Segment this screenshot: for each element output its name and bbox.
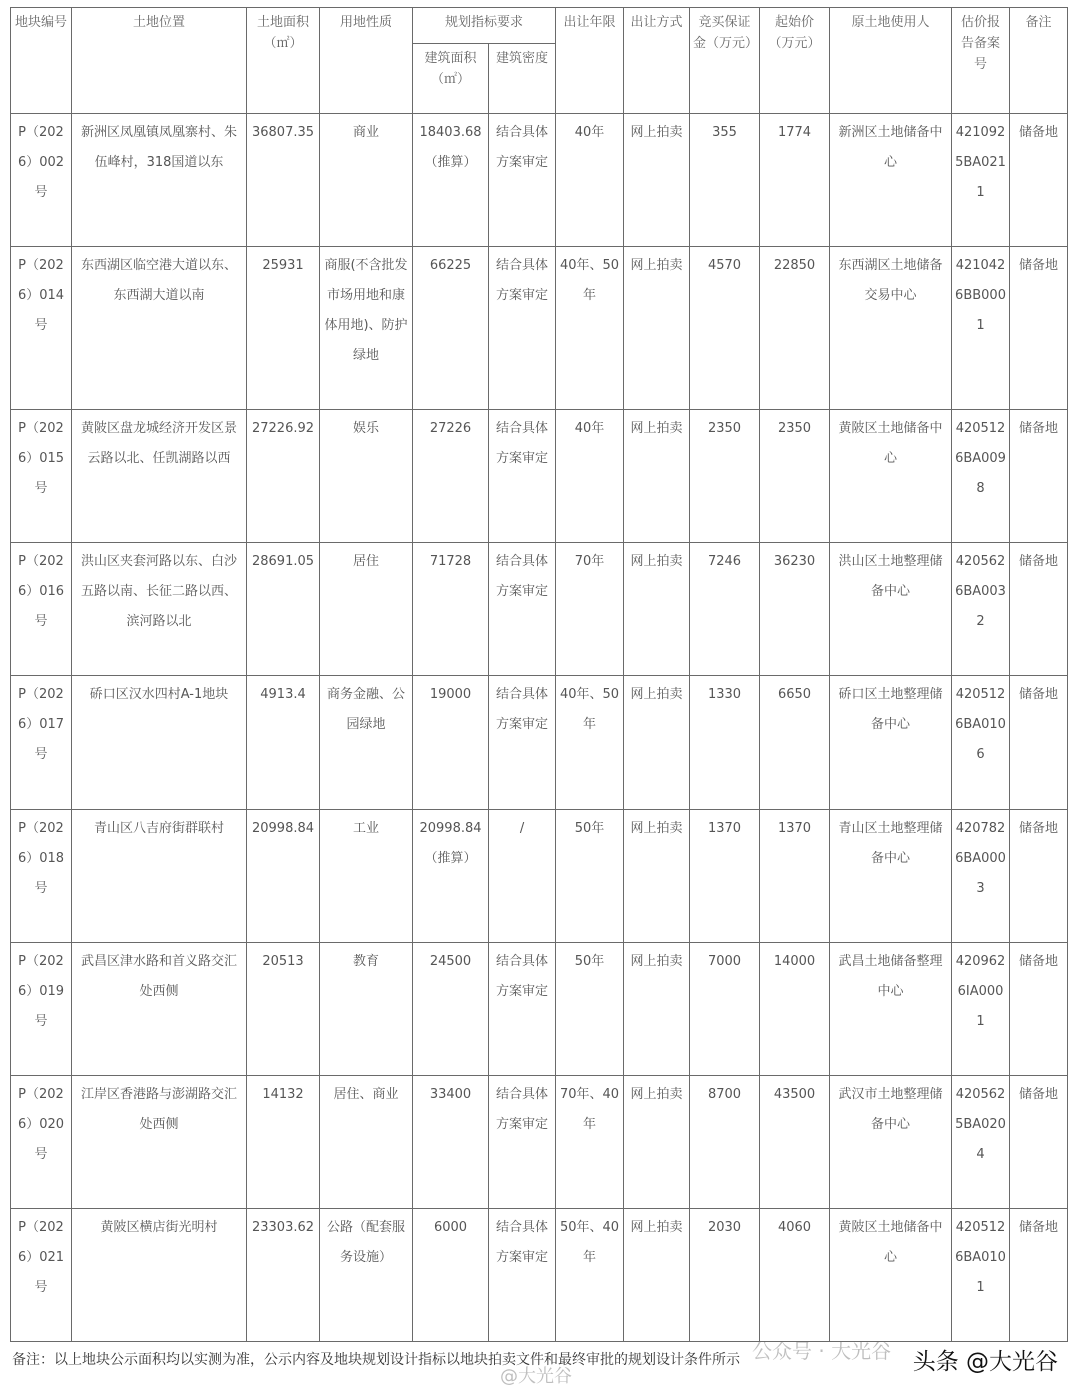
cell-density: 结合具体方案审定	[489, 410, 556, 543]
header-report: 估价报告备案号	[952, 8, 1010, 114]
cell-remark: 储备地	[1010, 247, 1068, 410]
cell-build-area: 19000	[413, 676, 489, 809]
cell-area: 4913.4	[247, 676, 320, 809]
header-density: 建筑密度	[489, 44, 556, 114]
cell-remark: 储备地	[1010, 676, 1068, 809]
cell-deposit: 2030	[690, 1208, 760, 1341]
header-planning: 规划指标要求	[413, 8, 556, 44]
cell-density: 结合具体方案审定	[489, 942, 556, 1075]
cell-use: 商务金融、公园绿地	[320, 676, 413, 809]
table-row	[11, 809, 1068, 942]
cell-build-area: 6000	[413, 1208, 489, 1341]
cell-deposit: 2350	[690, 410, 760, 543]
cell-report: 4207826BA0003	[952, 809, 1010, 942]
cell-area: 20513	[247, 942, 320, 1075]
cell-use: 工业	[320, 809, 413, 942]
cell-location: 江岸区香港路与澎湖路交汇处西侧	[72, 1075, 247, 1208]
toutiao-brand-label: 头条 @大光谷	[909, 1343, 1062, 1376]
cell-term: 50年、40年	[556, 1208, 624, 1341]
cell-remark: 储备地	[1010, 809, 1068, 942]
header-id: 地块编号	[11, 8, 72, 114]
cell-location: 新洲区凤凰镇凤凰寨村、朱伍峰村，318国道以东	[72, 114, 247, 247]
cell-deposit: 8700	[690, 1075, 760, 1208]
cell-id: P（2026）019号	[11, 942, 72, 1075]
cell-deposit: 7000	[690, 942, 760, 1075]
table-row	[11, 676, 1068, 809]
header-deposit: 竞买保证金（万元）	[690, 8, 760, 114]
cell-id: P（2026）016号	[11, 543, 72, 676]
cell-remark: 储备地	[1010, 114, 1068, 247]
table-row	[11, 942, 1068, 1075]
cell-deposit: 355	[690, 114, 760, 247]
cell-price: 1774	[760, 114, 830, 247]
cell-report: 4210925BA0211	[952, 114, 1010, 247]
wechat-watermark: 公众号 · 大光谷	[752, 1339, 892, 1363]
cell-density: 结合具体方案审定	[489, 247, 556, 410]
footnote: 备注：以上地块公示面积均以实测为准，公示内容及地块规划设计指标以地块拍卖文件和最终审批的规划设计条件所示	[12, 1352, 740, 1368]
cell-build-area: 66225	[413, 247, 489, 410]
cell-area: 20998.84	[247, 809, 320, 942]
cell-price: 22850	[760, 247, 830, 410]
cell-id: P（2026）014号	[11, 247, 72, 410]
table-row	[11, 114, 1068, 247]
cell-id: P（2026）021号	[11, 1208, 72, 1341]
cell-location: 硚口区汉水四村A-1地块	[72, 676, 247, 809]
cell-term: 50年	[556, 809, 624, 942]
cell-price: 14000	[760, 942, 830, 1075]
cell-remark: 储备地	[1010, 410, 1068, 543]
cell-build-area: 33400	[413, 1075, 489, 1208]
cell-use: 公路（配套服务设施）	[320, 1208, 413, 1341]
cell-build-area: 24500	[413, 942, 489, 1075]
table-row	[11, 410, 1068, 543]
cell-owner: 洪山区土地整理储备中心	[830, 543, 952, 676]
cell-location: 武昌区津水路和首义路交汇处西侧	[72, 942, 247, 1075]
cell-method: 网上拍卖	[624, 1208, 690, 1341]
cell-owner: 新洲区土地储备中心	[830, 114, 952, 247]
cell-method: 网上拍卖	[624, 1075, 690, 1208]
cell-remark: 储备地	[1010, 942, 1068, 1075]
cell-area: 14132	[247, 1075, 320, 1208]
land-auction-table	[10, 7, 1068, 1342]
cell-method: 网上拍卖	[624, 247, 690, 410]
cell-id: P（2026）017号	[11, 676, 72, 809]
cell-build-area: 20998.84（推算）	[413, 809, 489, 942]
cell-report: 4205625BA0204	[952, 1075, 1010, 1208]
cell-owner: 武昌土地储备整理中心	[830, 942, 952, 1075]
cell-density: 结合具体方案审定	[489, 543, 556, 676]
table-row	[11, 1208, 1068, 1341]
cell-method: 网上拍卖	[624, 543, 690, 676]
header-remark: 备注	[1010, 8, 1068, 114]
header-owner: 原土地使用人	[830, 8, 952, 114]
cell-deposit: 1370	[690, 809, 760, 942]
cell-report: 4205626BA0032	[952, 543, 1010, 676]
cell-owner: 东西湖区土地储备交易中心	[830, 247, 952, 410]
cell-owner: 黄陂区土地储备中心	[830, 1208, 952, 1341]
cell-report: 4209626IA0001	[952, 942, 1010, 1075]
cell-use: 教育	[320, 942, 413, 1075]
cell-price: 2350	[760, 410, 830, 543]
cell-id: P（2026）020号	[11, 1075, 72, 1208]
cell-owner: 武汉市土地整理储备中心	[830, 1075, 952, 1208]
cell-owner: 青山区土地整理储备中心	[830, 809, 952, 942]
cell-deposit: 1330	[690, 676, 760, 809]
cell-term: 40年	[556, 114, 624, 247]
cell-area: 27226.92	[247, 410, 320, 543]
cell-term: 70年	[556, 543, 624, 676]
header-build-area: 建筑面积（㎡）	[413, 44, 489, 114]
cell-term: 40年、50年	[556, 676, 624, 809]
cell-method: 网上拍卖	[624, 942, 690, 1075]
cell-report: 4205126BA0101	[952, 1208, 1010, 1341]
cell-term: 50年	[556, 942, 624, 1075]
cell-price: 1370	[760, 809, 830, 942]
cell-term: 70年、40年	[556, 1075, 624, 1208]
cell-use: 商服(不含批发市场用地和康体用地)、防护绿地	[320, 247, 413, 410]
cell-location: 青山区八吉府街群联村	[72, 809, 247, 942]
cell-method: 网上拍卖	[624, 809, 690, 942]
cell-report: 4205126BA0106	[952, 676, 1010, 809]
header-use: 用地性质	[320, 8, 413, 114]
cell-report: 4205126BA0098	[952, 410, 1010, 543]
cell-method: 网上拍卖	[624, 676, 690, 809]
table-row	[11, 247, 1068, 410]
cell-id: P（2026）015号	[11, 410, 72, 543]
header-location: 土地位置	[72, 8, 247, 114]
cell-density: 结合具体方案审定	[489, 676, 556, 809]
weibo-watermark: @大光谷	[500, 1366, 572, 1387]
cell-use: 商业	[320, 114, 413, 247]
table-row	[11, 1075, 1068, 1208]
cell-id: P（2026）002号	[11, 114, 72, 247]
cell-remark: 储备地	[1010, 543, 1068, 676]
cell-deposit: 4570	[690, 247, 760, 410]
cell-remark: 储备地	[1010, 1208, 1068, 1341]
cell-owner: 硚口区土地整理储备中心	[830, 676, 952, 809]
cell-remark: 储备地	[1010, 1075, 1068, 1208]
cell-density: /	[489, 809, 556, 942]
cell-price: 6650	[760, 676, 830, 809]
cell-method: 网上拍卖	[624, 114, 690, 247]
cell-use: 居住、商业	[320, 1075, 413, 1208]
table-body	[11, 114, 1068, 1342]
cell-id: P（2026）018号	[11, 809, 72, 942]
cell-area: 23303.62	[247, 1208, 320, 1341]
header-area: 土地面积（㎡）	[247, 8, 320, 114]
cell-location: 东西湖区临空港大道以东、东西湖大道以南	[72, 247, 247, 410]
header-term: 出让年限	[556, 8, 624, 114]
cell-use: 居住	[320, 543, 413, 676]
cell-area: 25931	[247, 247, 320, 410]
cell-location: 黄陂区盘龙城经济开发区景云路以北、任凯湖路以西	[72, 410, 247, 543]
cell-method: 网上拍卖	[624, 410, 690, 543]
cell-location: 黄陂区横店街光明村	[72, 1208, 247, 1341]
cell-density: 结合具体方案审定	[489, 1075, 556, 1208]
header-price: 起始价（万元）	[760, 8, 830, 114]
cell-price: 43500	[760, 1075, 830, 1208]
table-row	[11, 543, 1068, 676]
cell-density: 结合具体方案审定	[489, 1208, 556, 1341]
cell-build-area: 71728	[413, 543, 489, 676]
cell-area: 36807.35	[247, 114, 320, 247]
header-method: 出让方式	[624, 8, 690, 114]
cell-location: 洪山区夹套河路以东、白沙五路以南、长征二路以西、滨河路以北	[72, 543, 247, 676]
cell-area: 28691.05	[247, 543, 320, 676]
cell-deposit: 7246	[690, 543, 760, 676]
cell-price: 36230	[760, 543, 830, 676]
cell-build-area: 27226	[413, 410, 489, 543]
cell-report: 4210426BB0001	[952, 247, 1010, 410]
cell-density: 结合具体方案审定	[489, 114, 556, 247]
cell-owner: 黄陂区土地储备中心	[830, 410, 952, 543]
cell-price: 4060	[760, 1208, 830, 1341]
cell-term: 40年、50年	[556, 247, 624, 410]
cell-build-area: 18403.68（推算）	[413, 114, 489, 247]
cell-term: 40年	[556, 410, 624, 543]
cell-use: 娱乐	[320, 410, 413, 543]
